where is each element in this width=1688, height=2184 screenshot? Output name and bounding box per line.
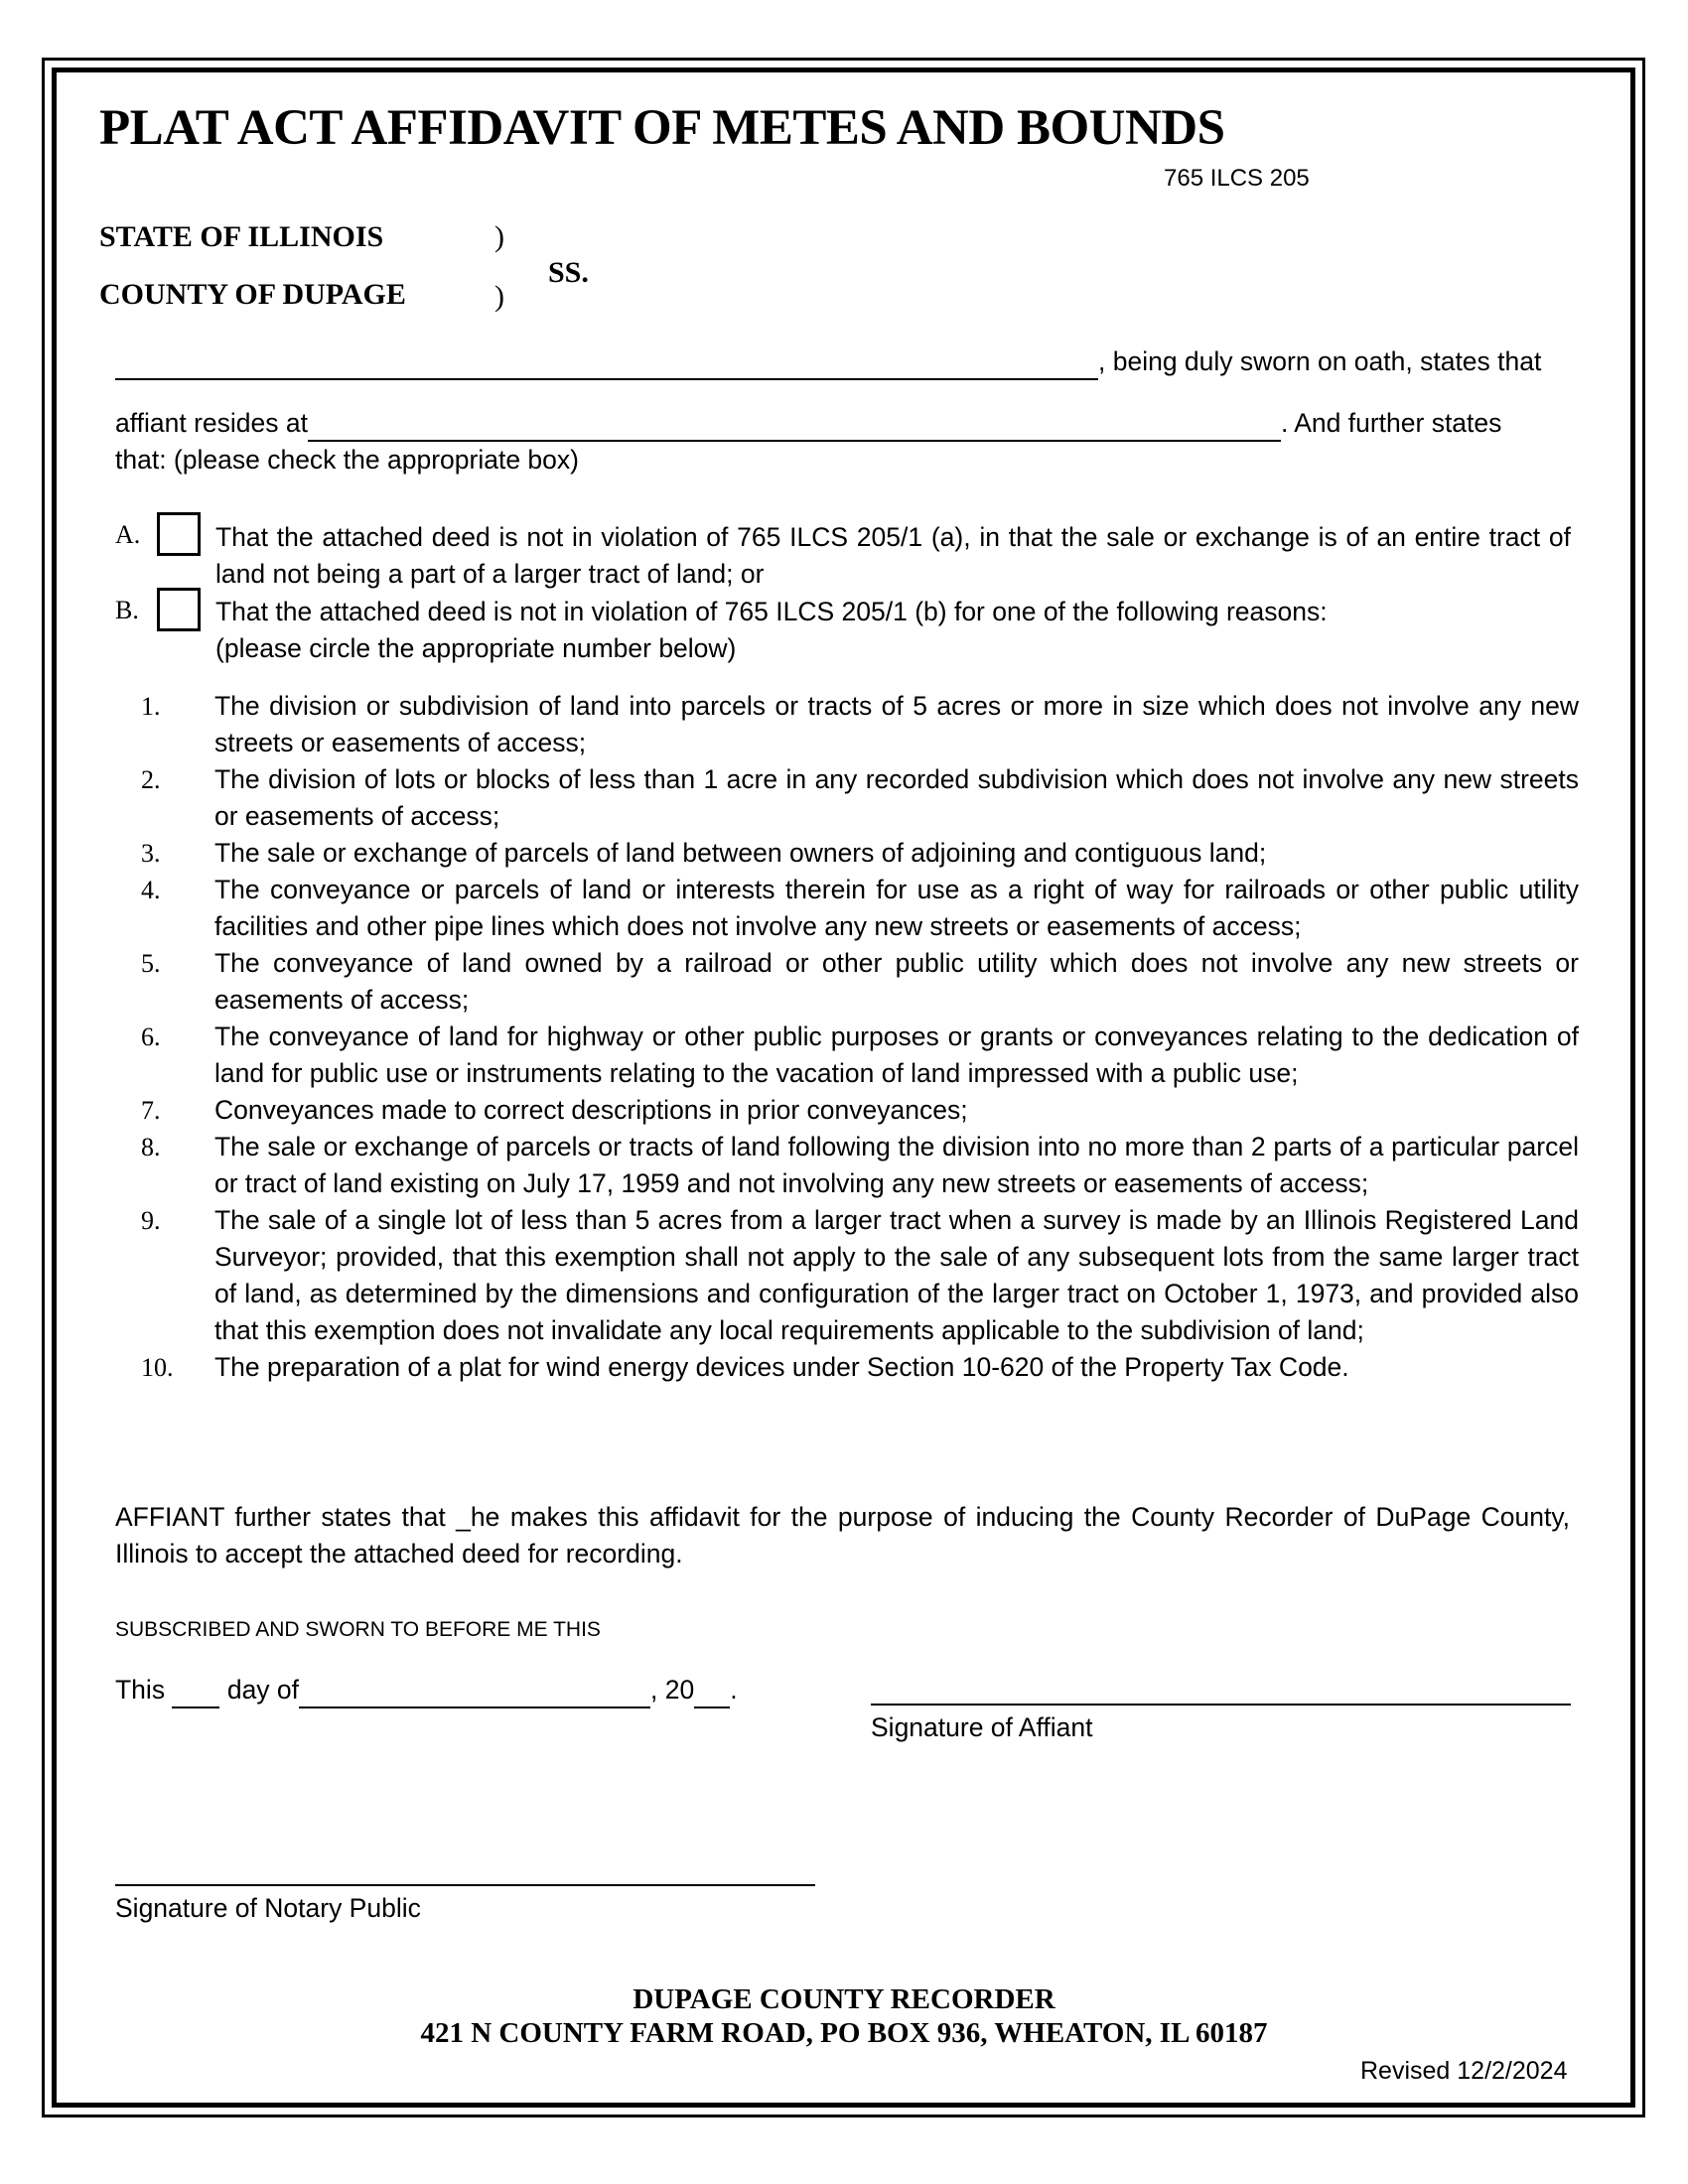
reason-item[interactable] <box>119 1092 1579 1129</box>
affiant-name-row <box>115 343 1541 380</box>
reason-number: 7. <box>141 1096 161 1125</box>
reason-number: 10. <box>141 1353 174 1382</box>
reason-number: 1. <box>141 692 161 721</box>
venue-paren-1: ) <box>494 220 504 253</box>
affiant-signature-line[interactable] <box>871 1704 1571 1706</box>
option-a-text: That the attached deed is not in violation of 765 ILCS 205/1 (a), in that the sale or exchange is of an entire tract of land not being a part of a larger tract of land; or <box>215 522 1571 589</box>
reason-item[interactable] <box>119 1349 1579 1386</box>
revised-date: Revised 12/2/2024 <box>1360 2057 1568 2085</box>
month-field[interactable] <box>299 1679 650 1708</box>
recorder-address: 421 N COUNTY FARM ROAD, PO BOX 936, WHEATON, IL 60187 <box>420 2017 1268 2049</box>
year-prefix: , 20 <box>650 1675 695 1705</box>
this-label: This <box>115 1675 166 1705</box>
reason-item[interactable] <box>119 835 1579 872</box>
reason-text: The sale or exchange of parcels or tracts of land following the division into no more than 2 parts of a particular parcel or tract of land existing on July 17, 1959 and not involving any new streets or easements of access; <box>214 1132 1579 1198</box>
venue-state: STATE OF ILLINOIS <box>99 220 384 253</box>
reason-item[interactable] <box>119 945 1579 1019</box>
reason-text: The conveyance or parcels of land or interests therein for use as a right of way for railroads or other public utility facilities and other pipe lines which does not involve any new streets or easements of access; <box>214 875 1579 941</box>
reason-number: 5. <box>141 949 161 978</box>
jurat-date-row <box>115 1672 738 1708</box>
check-instruction: that: (please check the appropriate box) <box>115 445 579 475</box>
reason-number: 9. <box>141 1206 161 1235</box>
reason-item[interactable] <box>119 1202 1579 1349</box>
reason-text: The sale or exchange of parcels of land between owners of adjoining and contiguous land; <box>214 838 1267 868</box>
venue-ss: SS. <box>548 256 589 289</box>
reason-item[interactable] <box>119 688 1579 761</box>
reason-text: The sale of a single lot of less than 5 acres from a larger tract when a survey is made by an Illinois Registered Land Surveyor; provided, that this exemption shall not apply to the sale of any subsequent lots from the same larger tract of land, as determined by the dimensions and configuration of the larger tract on October 1, 1973, and provided also that this exemption does not invalidate any local requirements applicable to the subdivision of land; <box>214 1205 1579 1345</box>
residence-field[interactable] <box>308 410 1281 442</box>
year-field[interactable] <box>694 1679 730 1708</box>
date-period: . <box>730 1675 738 1705</box>
day-of-label: day of <box>226 1675 300 1705</box>
jurat-heading: SUBSCRIBED AND SWORN TO BEFORE ME THIS <box>115 1618 601 1641</box>
option-b-text: That the attached deed is not in violation of 765 ILCS 205/1 (b) for one of the following reasons: <box>215 597 1328 626</box>
venue-county: COUNTY OF DUPAGE <box>99 278 406 311</box>
reason-text: The division or subdivision of land into parcels or tracts of 5 acres or more in size which does not involve any new streets or easements of access; <box>214 691 1579 757</box>
option-b-subtext: (please circle the appropriate number below) <box>215 633 737 663</box>
notary-signature-line[interactable] <box>115 1884 815 1886</box>
option-a-letter: A. <box>115 520 141 549</box>
recorder-office: DUPAGE COUNTY RECORDER <box>633 1983 1055 2015</box>
reason-text: The preparation of a plat for wind energy devices under Section 10-620 of the Property Tax Code. <box>214 1352 1349 1382</box>
option-b-checkbox[interactable] <box>157 588 201 631</box>
resides-label: affiant resides at <box>115 408 308 438</box>
venue-paren-2: ) <box>494 280 504 313</box>
reason-text: The conveyance of land for highway or other public purposes or grants or conveyances relating to the dedication of land for public use or instruments relating to the vacation of land impressed with a public use; <box>214 1022 1579 1088</box>
reason-text: The division of lots or blocks of less than 1 acre in any recorded subdivision which does not involve any new streets or easements of access; <box>214 764 1579 831</box>
reason-item[interactable] <box>119 1129 1579 1202</box>
further-states-text: . And further states <box>1280 408 1502 438</box>
reasons-list <box>119 688 1579 1386</box>
reason-number: 4. <box>141 876 161 904</box>
reason-text: Conveyances made to correct descriptions in prior conveyances; <box>214 1095 968 1125</box>
affiant-statement: AFFIANT further states that _he makes this affidavit for the purpose of inducing the County Recorder of DuPage County, Illinois to accept the attached deed for recording. <box>115 1502 1570 1569</box>
reason-item[interactable] <box>119 761 1579 835</box>
reason-item[interactable] <box>119 872 1579 945</box>
affiant-name-field[interactable] <box>115 348 1098 380</box>
sworn-text: , being duly sworn on oath, states that <box>1098 346 1542 376</box>
notary-signature-label: Signature of Notary Public <box>115 1893 421 1923</box>
reason-text: The conveyance of land owned by a railroad or other public utility which does not involve any new streets or easements of access; <box>214 948 1579 1015</box>
reason-number: 3. <box>141 839 161 868</box>
form-title: PLAT ACT AFFIDAVIT OF METES AND BOUNDS <box>99 100 1225 156</box>
option-a-checkbox[interactable] <box>157 512 201 556</box>
statute-reference: 765 ILCS 205 <box>1164 165 1310 192</box>
option-b-letter: B. <box>115 596 139 624</box>
affiant-signature-label: Signature of Affiant <box>871 1712 1093 1742</box>
day-field[interactable] <box>172 1679 219 1708</box>
reason-item[interactable] <box>119 1019 1579 1092</box>
reason-number: 6. <box>141 1023 161 1051</box>
residence-row <box>115 405 1501 442</box>
reason-number: 8. <box>141 1133 161 1161</box>
reason-number: 2. <box>141 765 161 794</box>
